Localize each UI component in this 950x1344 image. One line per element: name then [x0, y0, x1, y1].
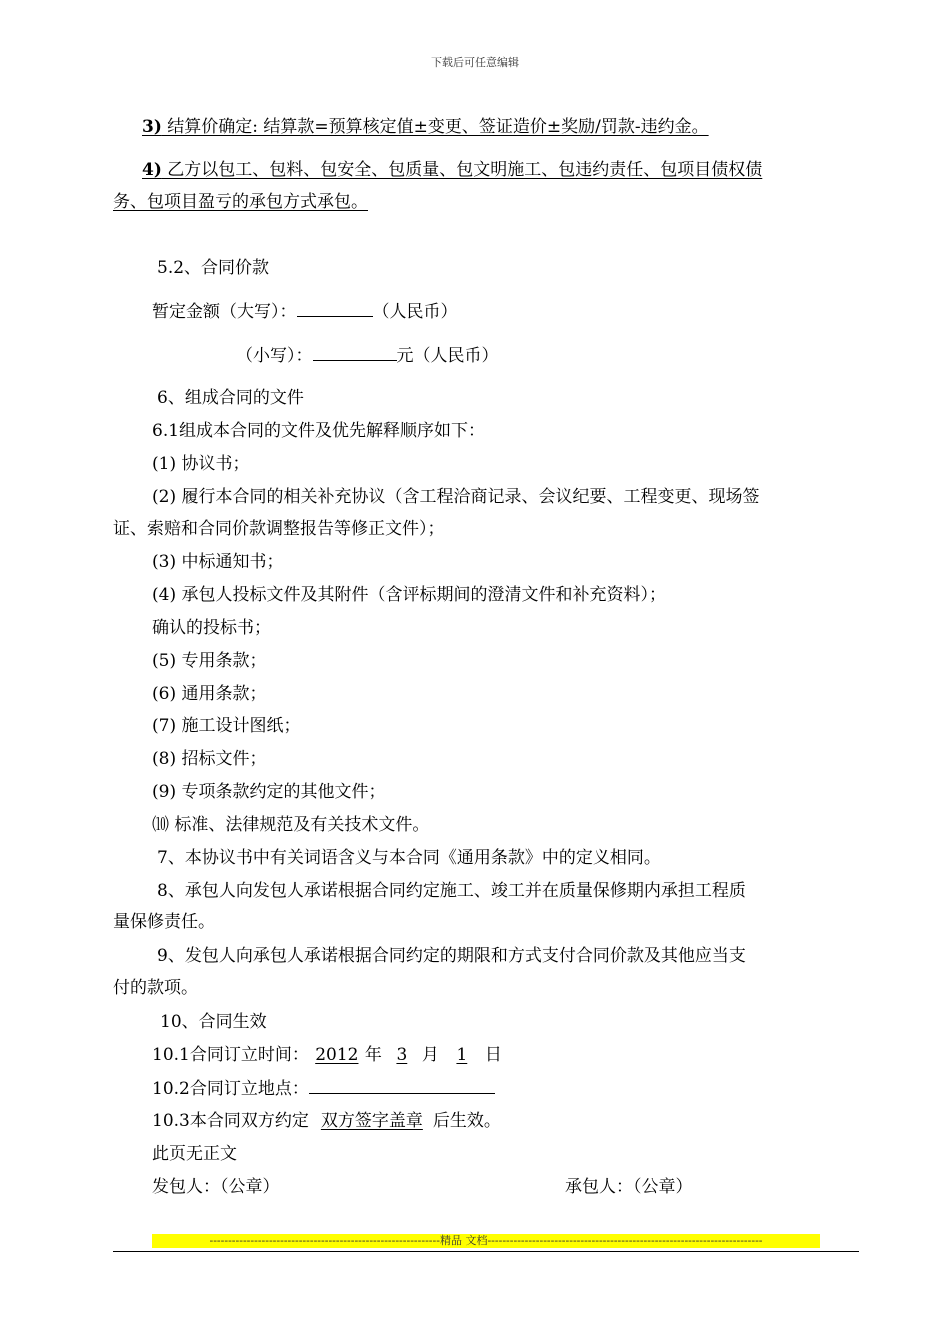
- term-9-line-1: 9、发包人向承包人承诺根据合同约定的期限和方式支付合同价款及其他应当支: [157, 946, 746, 966]
- page-header-note: 下载后可任意编辑: [431, 56, 519, 69]
- document-item: (4) 承包人投标文件及其附件（含评标期间的澄清文件和补充资料）；: [152, 585, 666, 605]
- effect-agreement-suffix: 后生效。: [432, 1111, 501, 1131]
- effect-heading: 10、合同生效: [160, 1012, 267, 1032]
- sign-place-label: 10.2合同订立地点：: [152, 1079, 309, 1099]
- footer-label: 精品 文档: [439, 1234, 488, 1247]
- amount-big-label: 暂定金额（大写）：: [152, 302, 297, 322]
- no-body-text: 此页无正文: [152, 1144, 237, 1164]
- amount-big-unit: （人民币）: [372, 302, 458, 322]
- effect-agreement-value[interactable]: 双方签字盖章: [320, 1111, 423, 1131]
- clause-3: [142, 116, 709, 138]
- clause-4-line-2: 务、包项目盈亏的承包方式承包。: [113, 192, 368, 212]
- documents-intro: 6.1组成本合同的文件及优先解释顺序如下：: [152, 421, 486, 441]
- contractor-seal: 承包人：（公章）: [565, 1177, 693, 1197]
- amount-small-row: [236, 344, 499, 367]
- term-8-line-1: 8、承包人向发包人承诺根据合同约定施工、竣工并在质量保修期内承担工程质: [157, 881, 746, 901]
- footer-dashes-left: --------------------------------------------------------------: [209, 1234, 440, 1247]
- month-unit: 月: [421, 1045, 439, 1065]
- footer-banner: [152, 1234, 820, 1248]
- term-9-line-2: 付的款项。: [113, 978, 198, 998]
- document-item: (9) 专项条款约定的其他文件；: [152, 782, 386, 802]
- documents-heading: 6、组成合同的文件: [157, 388, 304, 408]
- effect-agreement-row: [152, 1110, 501, 1132]
- document-item: (3) 中标通知书；: [152, 552, 284, 572]
- clause-3-text: 结算价确定: 结算款=预算核定值±变更、签证造价±奖励/罚款-违约金。: [161, 117, 709, 137]
- document-item: 确认的投标书；: [152, 618, 271, 638]
- price-heading: 5.2、合同价款: [157, 258, 270, 278]
- amount-big-field[interactable]: [297, 300, 373, 317]
- sign-date-row: [152, 1044, 502, 1066]
- sign-place-row: [152, 1077, 495, 1100]
- document-item: (7) 施工设计图纸；: [152, 716, 301, 736]
- day-unit: 日: [484, 1045, 502, 1065]
- sign-date-label: 10.1合同订立时间：: [152, 1045, 309, 1065]
- amount-small-unit: 元（人民币）: [396, 346, 499, 366]
- term-8-line-2: 量保修责任。: [113, 912, 215, 932]
- amount-small-label: （小写）：: [236, 346, 313, 366]
- year-unit: 年: [364, 1045, 382, 1065]
- footer-rule: [113, 1251, 859, 1252]
- sign-place-field[interactable]: [309, 1077, 495, 1094]
- clause-4-line-1: [142, 159, 762, 181]
- amount-big-row: [152, 300, 458, 323]
- document-item: (8) 招标文件；: [152, 749, 267, 769]
- document-item: (5) 专用条款；: [152, 651, 267, 671]
- sign-year[interactable]: 2012: [315, 1045, 359, 1065]
- term-7: 7、本协议书中有关词语含义与本合同《通用条款》中的定义相同。: [157, 848, 661, 868]
- document-item: ⑽ 标准、法律规范及有关技术文件。: [152, 815, 430, 835]
- sign-day[interactable]: 1: [456, 1045, 468, 1065]
- document-item: (2) 履行本合同的相关补充协议（含工程洽商记录、会议纪要、工程变更、现场签: [152, 487, 760, 507]
- clause-3-number: 3): [142, 117, 162, 137]
- effect-agreement-prefix: 10.3本合同双方约定: [152, 1111, 309, 1131]
- clause-4-text: 乙方以包工、包料、包安全、包质量、包文明施工、包违约责任、包项目债权债: [161, 160, 763, 180]
- document-item-continued: 证、索赔和合同价款调整报告等修正文件）；: [113, 519, 445, 539]
- employer-seal: 发包人：（公章）: [152, 1177, 280, 1197]
- amount-small-field[interactable]: [313, 344, 397, 361]
- sign-month[interactable]: 3: [396, 1045, 408, 1065]
- document-item: (6) 通用条款；: [152, 684, 267, 704]
- footer-dashes-right: --------------------------------------------------------------------------: [487, 1234, 763, 1247]
- document-item: (1) 协议书；: [152, 454, 250, 474]
- clause-4-number: 4): [142, 160, 162, 180]
